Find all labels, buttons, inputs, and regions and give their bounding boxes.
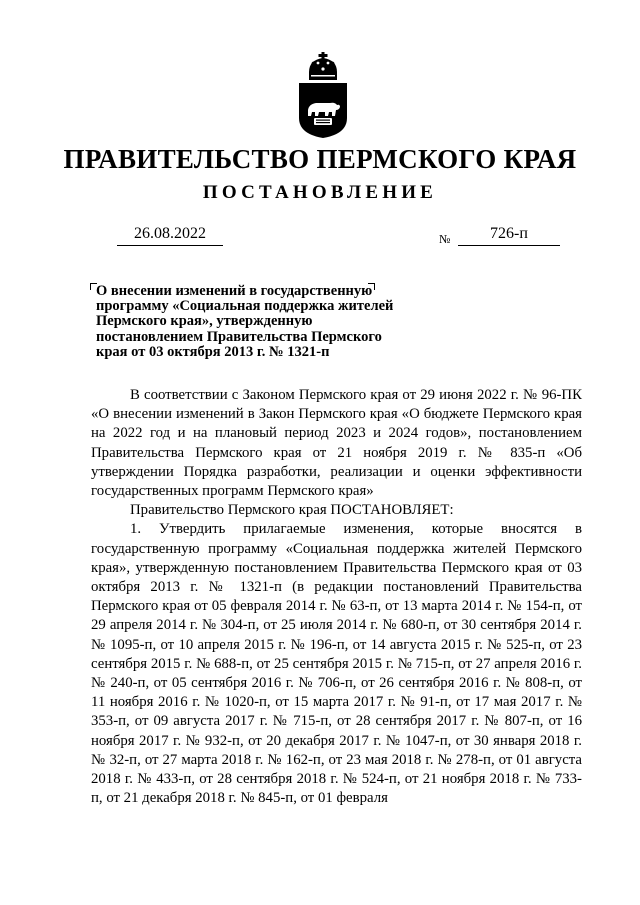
- number-label: №: [439, 232, 451, 246]
- document-body: [91, 386, 582, 808]
- document-number: 726-п: [458, 225, 560, 246]
- document-heading: О внесении изменений в государственную программу «Социальная поддержка жителей Пермского края», утвержденную постановлением Правительства Пермского края от 03 октября 2013 г. № 1321-п: [96, 283, 394, 360]
- organization-title: ПРАВИТЕЛЬСТВО ПЕРМСКОГО КРАЯ: [63, 144, 577, 174]
- paragraph-decree: Правительство Пермского края ПОСТАНОВЛЯЕТ:: [130, 502, 454, 519]
- document-date: 26.08.2022: [117, 225, 223, 246]
- paragraph-preamble: В соответствии с Законом Пермского края от 29 июня 2022 г. № 96-ПК «О внесении изменений в Закон Пермского края «О бюджете Пермского края на 2022 год и на плановый период 2023 и 2024 годов», постановлением Правительства Пермского края от 21 ноября 2019 г. № 835-п «Об утверждении Порядка разработки, реализации и оценки эффективности государственных программ Пермского края»: [91, 387, 582, 500]
- document-type: ПОСТАНОВЛЕНИЕ: [202, 182, 438, 203]
- coat-of-arms-icon: [296, 50, 350, 140]
- paragraph-item-1: 1. Утвердить прилагаемые изменения, которые вносятся в государственную программу «Социальная поддержка жителей Пермского края», утвержденную постановлением Правительства Пермского края от 03 октября 2013 г. № 1321-п (в редакции постановлений Правительства Пермского края от 05 февраля 2014 г. № 63-п, от 13 марта 2014 г. № 154-п, от 29 апреля 2014 г. № 304-п, от 25 июля 2014 г. № 680-п, от 30 сентября 2014 г. № 1095-п, от 10 апреля 2015 г. № 196-п, от 14 августа 2015 г. № 525-п, от 23 сентября 2015 г. № 688-п, от 25 сентября 2015 г. № 715-п, от 27 апреля 2016 г. № 240-п, от 05 сентября 2016 г. № 706-п, от 26 сентября 2016 г. № 808-п, от 11 ноября 2016 г. № 1020-п, от 15 марта 2017 г. № 91-п, от 17 мая 2017 г. № 353-п, от 09 августа 2017 г. № 715-п, от 28 сентября 2017 г. № 807-п, от 16 ноября 2017 г. № 932-п, от 20 декабря 2017 г. № 1047-п, от 30 января 2018 г. № 32-п, от 27 марта 2018 г. № 162-п, от 23 мая 2018 г. № 278-п, от 01 августа 2018 г. № 433-п, от 28 сентября 2018 г. № 524-п, от 21 ноября 2018 г. № 733-п, от 21 декабря 2018 г. № 845-п, от 01 февраля: [91, 521, 582, 807]
- crown-icon: [309, 52, 337, 80]
